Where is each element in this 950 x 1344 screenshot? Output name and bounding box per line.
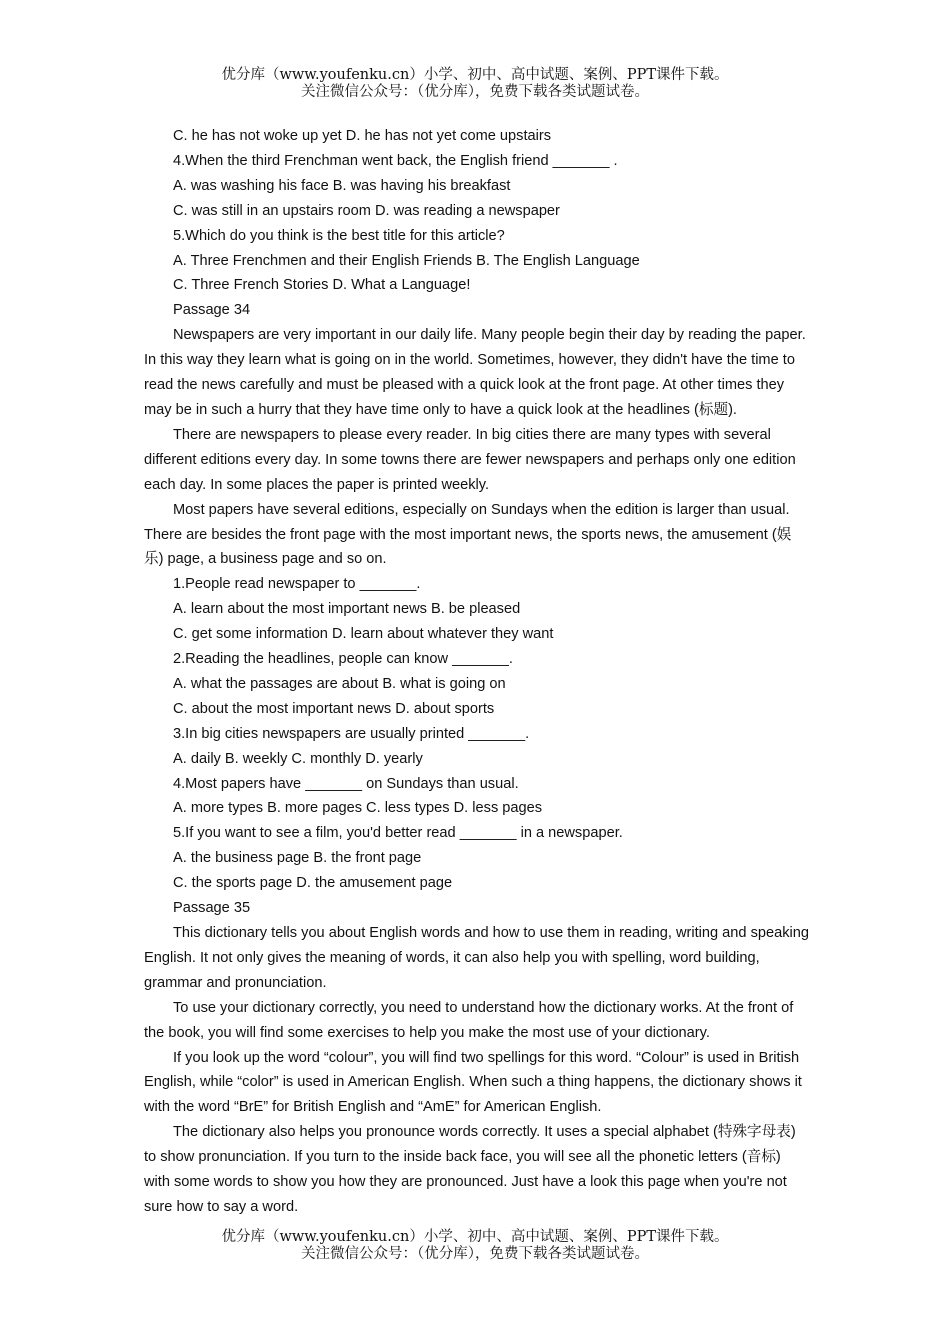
paragraph: The dictionary also helps you pronounce words correctly. It uses a special alphabet (特殊字母表) to show pronunciation. If you turn to the inside back face, you will see all the phonetic letters (音标) with some words to show you how they are pronounced. Just have a look this page when you're not sure how to say a word. — [144, 1124, 796, 1215]
paragraph: A. Three Frenchmen and their English Friends B. The English Language — [173, 252, 640, 269]
paragraph: A. daily B. weekly C. monthly D. yearly — [173, 750, 423, 767]
footer-line-2: 关注微信公众号：（优分库），免费下载各类试题试卷。 — [301, 1246, 649, 1262]
paragraph: Newspapers are very important in our daily life. Many people begin their day by reading the paper. In this way they learn what is going on in the world. Sometimes, however, they didn't have the time to read the news carefully and must be pleased with a quick look at the front page. At other times they may be in such a hurry that they have time only to have a quick look at the headlines (标题). — [144, 327, 806, 418]
page-footer — [0, 1229, 950, 1263]
paragraph: C. Three French Stories D. What a Language! — [173, 277, 471, 294]
paragraph: C. about the most important news D. about sports — [173, 700, 495, 717]
paragraph: A. more types B. more pages C. less types D. less pages — [173, 800, 543, 817]
paragraph: 1.People read newspaper to _______. — [173, 576, 421, 593]
paragraph: There are newspapers to please every reader. In big cities there are many types with several different editions every day. In some towns there are fewer newspapers and perhaps only one edition each day. In some places the paper is printed weekly. — [144, 426, 796, 493]
document-body — [144, 124, 809, 1220]
paragraph: 2.Reading the headlines, people can know _______. — [173, 651, 513, 668]
paragraph: 4.Most papers have _______ on Sundays than usual. — [173, 775, 519, 792]
passage-title: Passage 34 — [173, 302, 251, 319]
paragraph: 3.In big cities newspapers are usually printed _______. — [173, 725, 530, 742]
header-line-1: 优分库（www.youfenku.cn）小学、初中、高中试题、案例、PPT课件下载。 — [221, 67, 729, 83]
paragraph: Most papers have several editions, especially on Sundays when the edition is larger than usual. There are besides the front page with the most important news, the sports news, the amusement (娱乐) page, a business page and so on. — [144, 501, 792, 568]
page-header — [0, 67, 950, 101]
paragraph: 5.Which do you think is the best title for this article? — [173, 227, 505, 244]
paragraph: To use your dictionary correctly, you need to understand how the dictionary works. At the front of the book, you will find some exercises to help you make the most use of your dictionary. — [144, 999, 794, 1041]
paragraph: C. was still in an upstairs room D. was reading a newspaper — [173, 202, 560, 219]
header-line-2: 关注微信公众号：（优分库），免费下载各类试题试卷。 — [301, 84, 649, 100]
paragraph: 5.If you want to see a film, you'd better read _______ in a newspaper. — [173, 825, 623, 842]
paragraph: A. was washing his face B. was having his breakfast — [173, 177, 511, 194]
passage-title: Passage 35 — [173, 900, 251, 917]
paragraph: 4.When the third Frenchman went back, the English friend _______ . — [173, 152, 618, 169]
footer-line-1: 优分库（www.youfenku.cn）小学、初中、高中试题、案例、PPT课件下载。 — [221, 1229, 729, 1245]
paragraph: A. the business page B. the front page — [173, 850, 422, 867]
paragraph: This dictionary tells you about English words and how to use them in reading, writing and speaking English. It not only gives the meaning of words, it can also help you with spelling, word building, grammar and pronunciation. — [144, 925, 809, 991]
paragraph: C. get some information D. learn about whatever they want — [173, 626, 554, 643]
paragraph: If you look up the word “colour”, you will find two spellings for this word. “Colour” is used in British English, while “color” is used in American English. When such a thing happens, the dictionary shows it with the word “BrE” for British English and “AmE” for American English. — [144, 1049, 802, 1116]
paragraph: A. learn about the most important news B. be pleased — [173, 601, 521, 618]
paragraph: C. the sports page D. the amusement page — [173, 875, 453, 892]
paragraph: A. what the passages are about B. what is going on — [173, 675, 506, 692]
paragraph: C. he has not woke up yet D. he has not yet come upstairs — [173, 128, 552, 144]
